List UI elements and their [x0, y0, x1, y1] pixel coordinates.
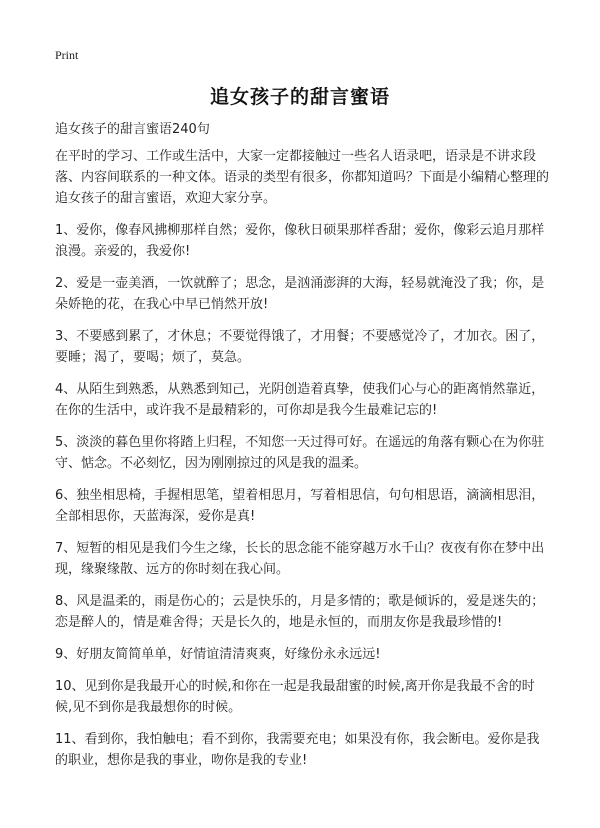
quote-item-4: 4、从陌生到熟悉，从熟悉到知己，光阴创造着真挚，使我们心与心的距离悄然靠近，在你的生活中，或许我不是最精彩的，可你却是我今生最难记忘的! [55, 382, 545, 418]
quote-item-8: 8、风是温柔的，雨是伤心的；云是快乐的，月是多情的；歌是倾诉的，爱是迷失的；恋是醉人的，情是难舍得；天是长久的，地是永恒的，而朋友你是我最珍惜的! [55, 594, 545, 630]
quote-item-6: 6、独坐相思椅，手握相思笔，望着相思月，写着相思信，句句相思语，滴滴相思泪，全部相思你，天蓝海深，爱你是真! [55, 488, 545, 524]
quote-item-3: 3、不要感到累了，才休息；不要觉得饿了，才用餐；不要感觉冷了，才加衣。困了，要睡；渴了，要喝；烦了，莫急。 [55, 329, 545, 365]
quote-item-11: 11、看到你，我怕触电；看不到你，我需要充电；如果没有你，我会断电。爱你是我的职业，想你是我的事业，吻你是我的专业! [55, 732, 540, 768]
quote-item-9: 9、好朋友简简单单，好情谊清清爽爽，好缘份永永远远! [55, 647, 381, 662]
document-subtitle: 追女孩子的甜言蜜语240句 [55, 122, 210, 137]
quote-item-7: 7、短暂的相见是我们今生之缘，长长的思念能不能穿越万水千山？夜夜有你在梦中出现，缘聚缘散、远方的你时刻在我心间。 [55, 541, 545, 577]
document-body [55, 146, 550, 782]
document-title: 追女孩子的甜言蜜语 [209, 86, 390, 108]
intro-paragraph: 在平时的学习、工作或生活中，大家一定都接触过一些名人语录吧，语录是不讲求段落、内容间联系的一种文体。语录的类型有很多，你都知道吗？下面是小编精心整理的追女孩子的甜言蜜语，欢迎大家分享。 [55, 149, 550, 206]
quote-item-10: 10、见到你是我最开心的时候,和你在一起是我最甜蜜的时候,离开你是我最不舍的时候,见不到你是我最想你的时候。 [55, 679, 535, 715]
quote-item-2: 2、爱是一壶美酒，一饮就醉了；思念，是汹涌澎湃的大海，轻易就淹没了我；你，是朵娇艳的花，在我心中早已悄然开放! [55, 276, 545, 312]
quote-item-1: 1、爱你，像春风拂柳那样自然；爱你，像秋日硕果那样香甜；爱你，像彩云追月那样浪漫。亲爱的，我爱你! [55, 223, 545, 259]
quote-item-5: 5、淡淡的暮色里你将踏上归程，不知您一天过得可好。在遥远的角落有颗心在为你驻守、惦念。不必刻忆，因为刚刚掠过的风是我的温柔。 [55, 435, 545, 471]
print-label: Print [55, 48, 79, 62]
